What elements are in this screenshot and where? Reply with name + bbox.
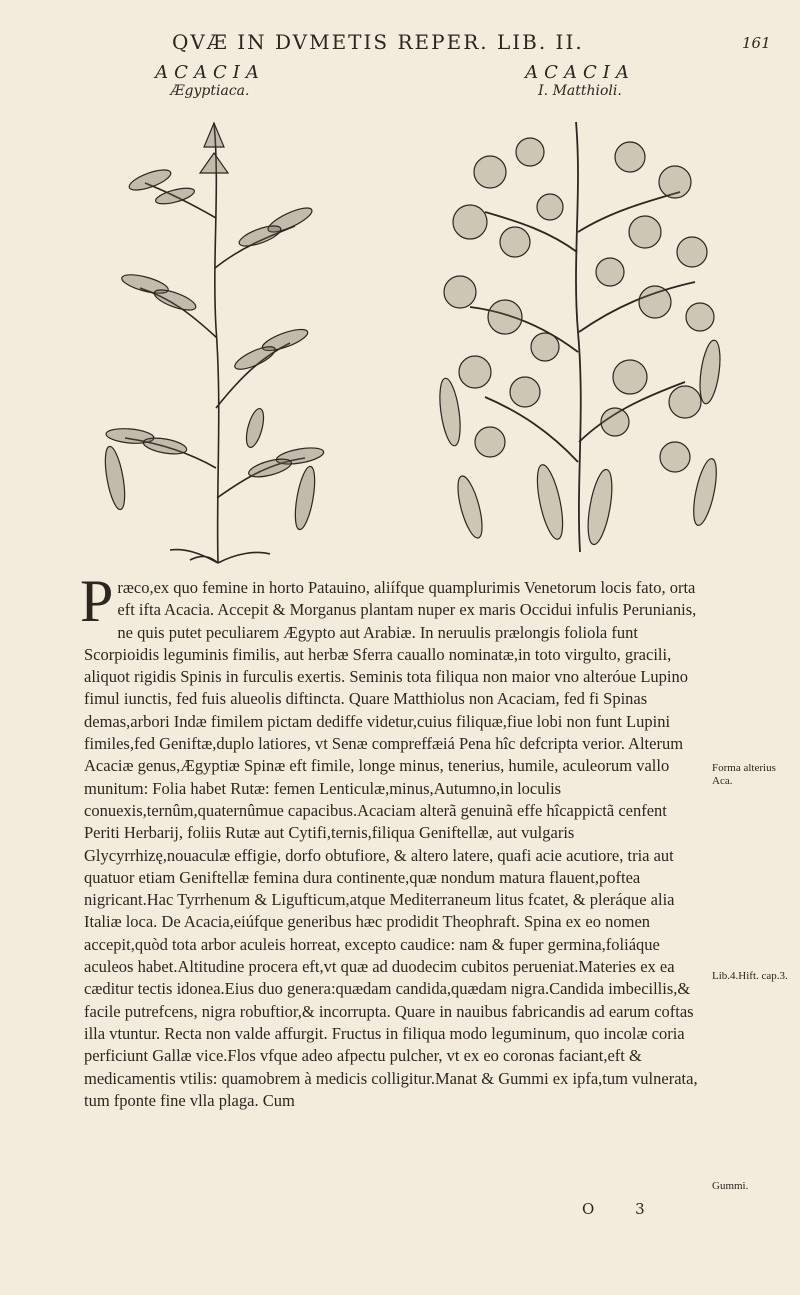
figure-title-left-name: ACACIA [155, 62, 265, 83]
acacia-aegyptiaca-woodcut [90, 108, 350, 568]
drop-capital: P [80, 568, 114, 634]
margin-note-forma: Forma alterius Aca. [712, 762, 776, 787]
figure-title-right-subtitle: I. Matthioli. [538, 83, 622, 99]
main-paragraph-text: ræco,ex quo femine in horto Patauino, aliífque quamplurimis Venetorum locis fato, orta eft ifta Acacia. Accepit & Morganus plantam nuper ex maris Occidui infulis Perunianis, ne quis putet peculiarem Ægypto aut Arabiæ. In neruulis prælongis foliola funt Scorpioidis leguminis fimilis, aut herbæ Sferra cauallo nominatæ,in toto virgulto, gracili, aliquot rigidis Spinis in furculis exertis. Seminis tota filiqua non maior vno alteróue Lupino fimul iunctis, fed fuis alueolis diftincta. Quare Matthiolus non Acaciam, fed fi Spinas demas,arbori Indæ fimilem pictam dediffe videtur,cuius filiquæ,fiue lobi non funt Lupini fimiles,fed Geniftæ,duplo latiores, vt Senæ compreffæiá Pena hîc defcripta verior. Alterum Acaciæ genus,Ægyptiæ Spinæ eft fimile, longe minus, tenerius, humile, aculeorum vallo munitum: Folia habet Rutæ: femen Lenticulæ,minus,Autumno,in loculis conuexis,ternûm,quaternûmue capacibus.Acaciam alterã genuinã effe hîcappictã cenfent Periti Herbarij, foliis Rutæ aut Cytifi,ternis,filiqua Geniftellæ, aut vulgaris Glycyrrhizę,nouaculæ effigie, dorfo obtufiore, & altero latere, quafi acie acutiore, tria aut quatuor etiam Geniftellæ femina dura continente,quæ nondum matura flauent,poftea nigricant.Hac Tyrrhenum & Ligufticum,atque Mediterraneum litus fcatet, & pleráque alia Italiæ loca. De Acacia,eiúfque generibus hæc prodidit Theophraft. Spina ex eo nomen accepit,quòd tota arbor aculeis horreat, excepto caudice: nam & fuper germina,foliáque aculeos habet.Altitudine procera eft,vt quæ ad duodecim cubitos perueniat.Materies ex ea cæditur tectis idonea.Eius duo genera:quædam candida,quædam nigra.Candida imbecillis,& facile putrefcens, nigra robuftior,& incorrupta. Quare in nauibus fabricandis ad earum coftas illa vtuntur. Recta non valde affurgit. Fructus in filiqua modo leguminum, quo incolæ coria perficiunt Gallæ vice.Flos vfque adeo afpectu pulcher, vt ex eo coronas faciant,eft & medicamentis vtilis: quamobrem à medicis colligitur.Manat & Gummi ex ipfa,tum vulnerata, tum fponte fine vlla plaga. Cum [84, 578, 698, 1110]
figure-title-left-subtitle: Ægyptiaca. [170, 83, 250, 99]
figure-title-right-name: ACACIA [525, 62, 635, 83]
main-text [80, 568, 704, 1112]
figure-title-left [120, 62, 300, 99]
figure-title-right [480, 62, 680, 99]
acacia-matthioli-woodcut [430, 112, 730, 557]
page-number: 161 [742, 34, 771, 52]
main-paragraph [80, 568, 704, 1112]
signature-mark: O 3 [582, 1200, 663, 1218]
margin-note-reference: Lib.4.Hift. cap.3. [712, 970, 788, 982]
margin-note-gummi: Gummi. [712, 1180, 749, 1192]
running-head: QVÆ IN DVMETIS REPER. LIB. II. [172, 30, 584, 54]
